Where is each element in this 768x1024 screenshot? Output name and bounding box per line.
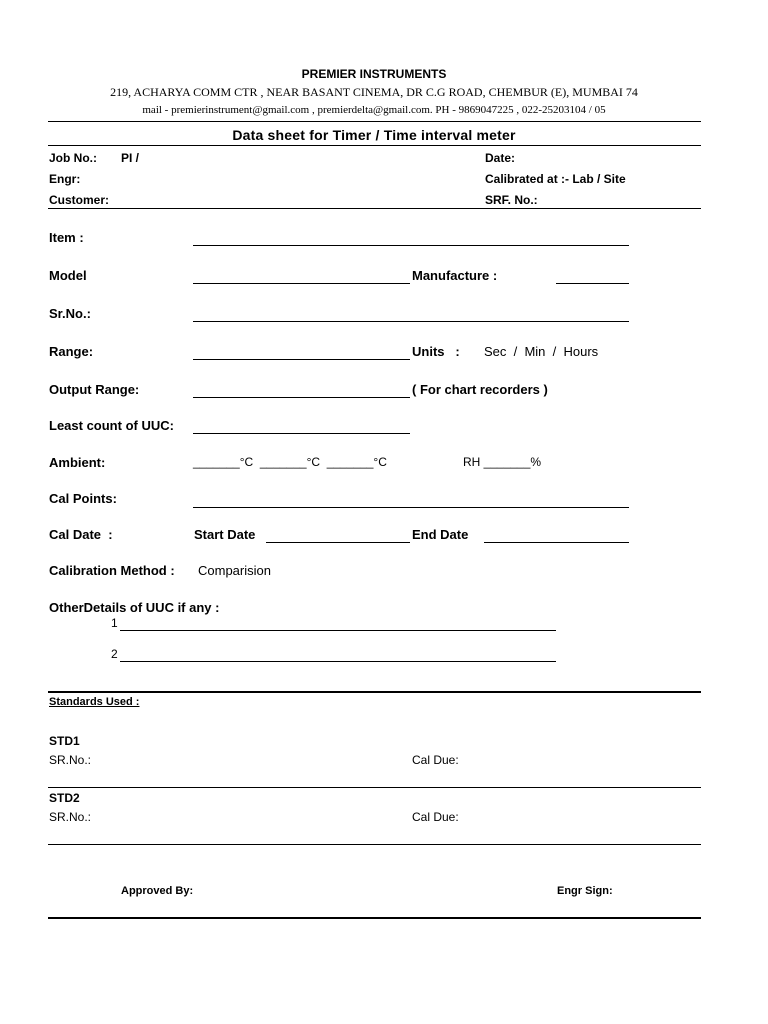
company-address: 219, ACHARYA COMM CTR , NEAR BASANT CINEMA, DR C.G ROAD, CHEMBUR (E), MUMBAI 74	[110, 85, 638, 99]
std2-divider	[48, 844, 701, 845]
calibrated-at-label: Calibrated at :- Lab / Site	[485, 172, 626, 186]
rh-value[interactable]: RH _______%	[463, 455, 542, 469]
cal-points-field[interactable]	[193, 507, 629, 508]
end-date-field[interactable]	[484, 542, 629, 543]
std2-cal-due-label: Cal Due:	[412, 810, 459, 824]
cal-points-label: Cal Points:	[49, 491, 117, 506]
units-label: Units :	[412, 344, 460, 359]
date-label: Date:	[485, 151, 516, 165]
standards-divider	[48, 691, 701, 693]
ambient-values[interactable]: _______°C _______°C _______°C	[193, 455, 387, 469]
cal-method-value: Comparision	[198, 563, 271, 578]
srno-field[interactable]	[193, 321, 629, 322]
cal-method-label: Calibration Method :	[49, 563, 175, 578]
cal-date-label: Cal Date :	[49, 527, 113, 542]
manufacture-field[interactable]	[556, 283, 629, 284]
range-label: Range:	[49, 344, 94, 359]
least-count-field[interactable]	[193, 433, 410, 434]
item-field[interactable]	[193, 245, 629, 246]
std1-cal-due-label: Cal Due:	[412, 753, 459, 767]
title-divider	[48, 145, 701, 146]
other-details-number-1: 1	[111, 616, 118, 630]
job-no-value: PI /	[121, 151, 140, 165]
end-date-label: End Date	[412, 527, 469, 542]
item-label: Item :	[49, 230, 84, 245]
range-field[interactable]	[193, 359, 410, 360]
std1-divider	[48, 787, 701, 788]
manufacture-label: Manufacture :	[412, 268, 498, 283]
customer-label: Customer:	[49, 193, 110, 207]
output-range-label: Output Range:	[49, 382, 140, 397]
least-count-label: Least count of UUC:	[49, 418, 174, 433]
units-value: Sec / Min / Hours	[484, 344, 599, 359]
chart-recorders-note: ( For chart recorders )	[412, 382, 548, 397]
start-date-field[interactable]	[266, 542, 410, 543]
model-field[interactable]	[193, 283, 410, 284]
ambient-label: Ambient:	[49, 455, 106, 470]
footer-divider	[48, 917, 701, 919]
approved-by-label: Approved By:	[121, 885, 194, 897]
other-details-number-2: 2	[111, 647, 118, 661]
std1-label: STD1	[49, 734, 80, 748]
srf-no-label: SRF. No.:	[485, 193, 538, 207]
engr-label: Engr:	[49, 172, 81, 186]
job-no-label: Job No.:	[49, 151, 97, 165]
standards-heading: Standards Used :	[49, 696, 140, 708]
job-info-divider	[48, 208, 701, 209]
other-details-line-2[interactable]	[120, 661, 556, 662]
start-date-label: Start Date	[194, 527, 256, 542]
engr-sign-label: Engr Sign:	[557, 885, 613, 897]
page-title: Data sheet for Timer / Time interval meter	[232, 127, 516, 143]
company-name: PREMIER INSTRUMENTS	[301, 67, 447, 81]
other-details-label: OtherDetails of UUC if any :	[49, 600, 220, 615]
header-divider	[48, 121, 701, 122]
srno-label: Sr.No.:	[49, 306, 91, 321]
model-label: Model	[49, 268, 87, 283]
other-details-line-1[interactable]	[120, 630, 556, 631]
std2-label: STD2	[49, 791, 80, 805]
company-contact: mail - premierinstrument@gmail.com , premierdelta@gmail.com. PH - 9869047225 , 022-25203104 / 05	[142, 104, 606, 116]
output-range-field[interactable]	[193, 397, 410, 398]
std1-srno-label: SR.No.:	[49, 753, 92, 767]
std2-srno-label: SR.No.:	[49, 810, 92, 824]
